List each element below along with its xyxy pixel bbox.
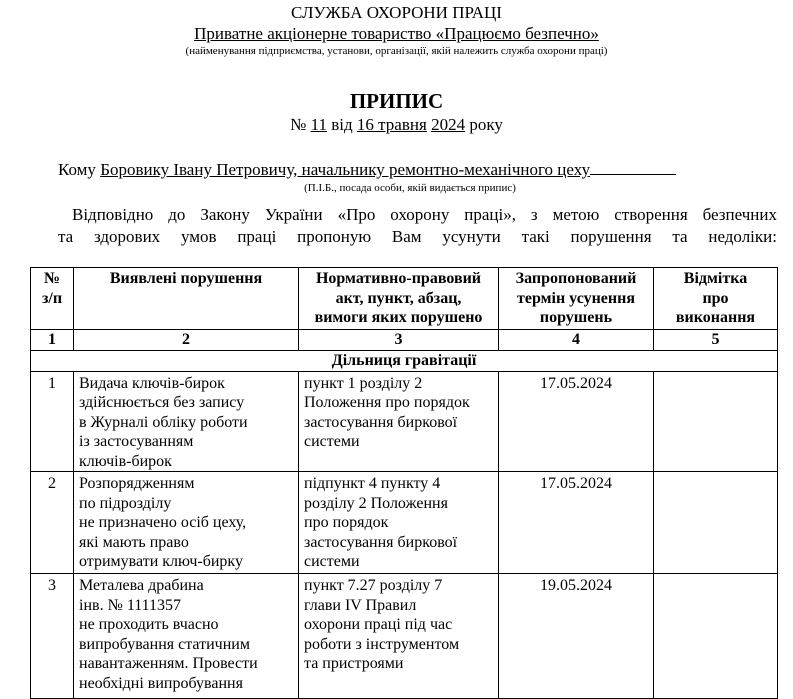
- row-number: 1: [31, 371, 74, 472]
- header-term: Запропонований термін усунення порушень: [499, 268, 654, 330]
- violation-text: Металева драбина інв. № 1111357 не проходить вчасно випробування статичним навантаженням. Провести необхідні випробування: [74, 574, 299, 699]
- column-number: 3: [299, 330, 499, 351]
- column-number-row: [31, 330, 778, 351]
- table-row: [31, 371, 778, 472]
- violation-text: Видача ключів-бирок здійснюється без запису в Журналі обліку роботи із застосуванням ключів-бирок: [74, 371, 299, 472]
- table-row: [31, 472, 778, 574]
- completion-mark: [654, 574, 778, 699]
- header-norm: Нормативно-правовий акт, пункт, абзац, вимоги яких порушено: [299, 268, 499, 330]
- column-number: 1: [31, 330, 74, 351]
- recipient-caption: (П.І.Б., посада особи, якій видається припис): [304, 182, 516, 194]
- intro-line-2: та здорових умов праці пропоную Вам усунути такі порушення та недоліки:: [58, 227, 777, 246]
- document-year: 2024: [431, 115, 466, 134]
- recipient-name: Боровику Івану Петровичу, начальнику ремонтно-механічного цеху: [100, 160, 591, 179]
- recipient-prefix: Кому: [58, 160, 101, 179]
- table-row: [31, 574, 778, 699]
- company-caption: (найменування підприємства, установи, організації, якій належить служба охорони праці): [185, 45, 608, 57]
- header-violations: Виявлені порушення: [74, 268, 299, 330]
- header-no: № з/п: [31, 268, 74, 330]
- norm-reference: пункт 7.27 розділу 7 глави IV Правил охорони праці під час роботи з інструментом та пристроями: [299, 574, 499, 699]
- intro-line-1: Відповідно до Закону України «Про охорону праці», з метою створення безпечних: [72, 205, 777, 224]
- document-number-line: [0, 115, 793, 135]
- table-header-row: [31, 268, 778, 330]
- violation-text: Розпорядженням по підрозділу не призначено осіб цеху, які мають право отримувати ключ-бирку: [74, 472, 299, 574]
- year-suffix: року: [465, 115, 503, 134]
- norm-reference: пункт 1 розділу 2 Положення про порядок застосування биркової системи: [299, 371, 499, 472]
- column-number: 5: [654, 330, 778, 351]
- section-row: [31, 350, 778, 371]
- completion-mark: [654, 371, 778, 472]
- recipient-fill-line: [590, 160, 676, 175]
- completion-mark: [654, 472, 778, 574]
- document-title: ПРИПИС: [349, 89, 444, 113]
- number-prefix: №: [290, 115, 311, 134]
- date-prefix: від: [327, 115, 357, 134]
- recipient-line: [58, 160, 676, 180]
- section-title: Дільниця гравітації: [31, 350, 778, 371]
- term-date: 19.05.2024: [499, 574, 654, 699]
- column-number: 4: [499, 330, 654, 351]
- violations-table: [30, 267, 778, 699]
- norm-reference: підпункт 4 пункту 4 розділу 2 Положення про порядок застосування биркової системи: [299, 472, 499, 574]
- row-number: 2: [31, 472, 74, 574]
- document-number: 11: [310, 115, 328, 134]
- company-name: [0, 24, 793, 44]
- row-number: 3: [31, 574, 74, 699]
- document-date: 16 травня: [356, 115, 427, 134]
- term-date: 17.05.2024: [499, 472, 654, 574]
- term-date: 17.05.2024: [499, 371, 654, 472]
- company-name-text: Приватне акціонерне товариство «Працюємо безпечно»: [194, 24, 599, 43]
- service-title: СЛУЖБА ОХОРОНИ ПРАЦІ: [291, 3, 502, 22]
- header-mark: Відмітка про виконання: [654, 268, 778, 330]
- column-number: 2: [74, 330, 299, 351]
